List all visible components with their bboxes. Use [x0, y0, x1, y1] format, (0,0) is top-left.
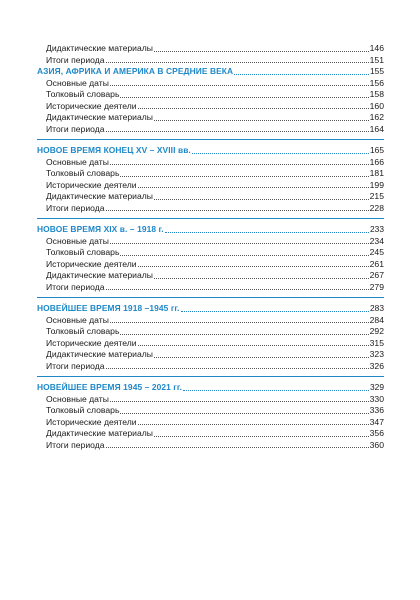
toc-entry[interactable] [37, 89, 384, 101]
section-divider [37, 376, 384, 377]
toc-entry[interactable] [37, 55, 384, 67]
section-title: НОВЕЙШЕЕ ВРЕМЯ 1945 – 2021 гг. [37, 382, 183, 392]
dot-leader [138, 423, 369, 425]
dot-leader [154, 356, 369, 358]
dot-leader [110, 321, 369, 323]
dot-leader [120, 175, 368, 177]
page-number: 279 [369, 281, 384, 292]
toc-entry[interactable] [37, 124, 384, 136]
toc-entry[interactable] [37, 394, 384, 406]
toc-entry[interactable] [37, 338, 384, 350]
dot-leader [106, 446, 369, 448]
dot-leader [110, 163, 369, 165]
entry-title: Толковый словарь [46, 326, 120, 336]
page-number: 284 [369, 314, 384, 325]
toc-section-heading[interactable] [37, 224, 384, 236]
dot-leader [106, 367, 369, 369]
entry-title: Итоги периода [46, 439, 105, 450]
page-number: 146 [369, 43, 384, 53]
page-number: 166 [369, 156, 384, 167]
page-number: 181 [369, 168, 384, 178]
dot-leader [138, 265, 369, 267]
toc-entry[interactable] [37, 236, 384, 248]
section-title: НОВОЕ ВРЕМЯ КОНЕЦ XV – XVIII вв. [37, 145, 191, 155]
table-of-contents [37, 43, 384, 451]
page-number: 233 [370, 224, 384, 234]
toc-entry[interactable] [37, 349, 384, 361]
entry-title: Итоги периода [46, 360, 105, 371]
section-divider [37, 297, 384, 298]
entry-title: Основные даты [46, 314, 109, 325]
toc-section-heading[interactable] [37, 66, 384, 78]
section-title: НОВОЕ ВРЕМЯ XIX в. – 1918 г. [37, 224, 164, 234]
dot-leader [138, 344, 369, 346]
page-number: 215 [369, 191, 384, 201]
toc-entry[interactable] [37, 428, 384, 440]
toc-entry[interactable] [37, 282, 384, 294]
entry-title: Дидактические материалы [46, 112, 153, 122]
toc-entry[interactable] [37, 191, 384, 203]
dot-leader [154, 277, 369, 279]
toc-entry[interactable] [37, 101, 384, 113]
dot-leader [154, 435, 369, 437]
page-number: 323 [369, 349, 384, 359]
toc-section-heading[interactable] [37, 145, 384, 157]
page-number: 283 [370, 303, 384, 313]
entry-title: Исторические деятели [46, 179, 137, 190]
entry-title: Исторические деятели [46, 100, 137, 111]
page-number: 160 [369, 100, 384, 111]
entry-title: Дидактические материалы [46, 191, 153, 201]
dot-leader [106, 61, 369, 63]
dot-leader [183, 389, 369, 391]
toc-entry[interactable] [37, 43, 384, 55]
dot-leader [120, 254, 368, 256]
page-number: 151 [369, 54, 384, 65]
toc-entry[interactable] [37, 270, 384, 282]
entry-title: Исторические деятели [46, 416, 137, 427]
dot-leader [181, 310, 369, 312]
section-divider [37, 139, 384, 140]
page-number: 165 [370, 145, 384, 155]
entry-title: Основные даты [46, 393, 109, 404]
toc-entry[interactable] [37, 180, 384, 192]
dot-leader [120, 412, 368, 414]
entry-title: Основные даты [46, 235, 109, 246]
entry-title: Толковый словарь [46, 168, 120, 178]
page-number: 164 [369, 123, 384, 134]
entry-title: Дидактические материалы [46, 428, 153, 438]
entry-title: Итоги периода [46, 281, 105, 292]
page-number: 315 [369, 337, 384, 348]
entry-title: Дидактические материалы [46, 349, 153, 359]
dot-leader [154, 198, 369, 200]
page-number: 245 [369, 247, 384, 257]
entry-title: Основные даты [46, 156, 109, 167]
entry-title: Дидактические материалы [46, 270, 153, 280]
dot-leader [106, 130, 369, 132]
entry-title: Исторические деятели [46, 258, 137, 269]
dot-leader [138, 186, 369, 188]
entry-title: Толковый словарь [46, 247, 120, 257]
page-number: 199 [369, 179, 384, 190]
page-number: 329 [370, 382, 384, 392]
section-divider [37, 218, 384, 219]
toc-entry[interactable] [37, 112, 384, 124]
page-number: 267 [369, 270, 384, 280]
entry-title: Основные даты [46, 77, 109, 88]
dot-leader [110, 242, 369, 244]
page-number: 292 [369, 326, 384, 336]
toc-entry[interactable] [37, 259, 384, 271]
dot-leader [106, 288, 369, 290]
toc-entry[interactable] [37, 168, 384, 180]
dot-leader [192, 152, 369, 154]
dot-leader [106, 209, 369, 211]
entry-title: Итоги периода [46, 202, 105, 213]
entry-title: Дидактические материалы [46, 43, 153, 53]
page-number: 155 [370, 66, 384, 76]
toc-entry[interactable] [37, 203, 384, 215]
toc-entry[interactable] [37, 315, 384, 327]
toc-entry[interactable] [37, 326, 384, 338]
page-number: 156 [369, 77, 384, 88]
section-title: НОВЕЙШЕЕ ВРЕМЯ 1918 –1945 гг. [37, 303, 180, 313]
dot-leader [234, 73, 369, 75]
page-number: 347 [369, 416, 384, 427]
page-number: 234 [369, 235, 384, 246]
toc-entry[interactable] [37, 361, 384, 373]
toc-section-heading[interactable] [37, 303, 384, 315]
page-number: 356 [369, 428, 384, 438]
dot-leader [165, 231, 369, 233]
entry-title: Итоги периода [46, 54, 105, 65]
entry-title: Итоги периода [46, 123, 105, 134]
page-number: 162 [369, 112, 384, 122]
entry-title: Исторические деятели [46, 337, 137, 348]
page-number: 360 [369, 439, 384, 450]
toc-entry[interactable] [37, 78, 384, 90]
page-number: 228 [369, 202, 384, 213]
dot-leader [154, 50, 369, 52]
page-number: 261 [369, 258, 384, 269]
toc-section-heading[interactable] [37, 382, 384, 394]
dot-leader [154, 119, 369, 121]
dot-leader [110, 84, 369, 86]
toc-entry[interactable] [37, 440, 384, 452]
dot-leader [120, 96, 368, 98]
dot-leader [138, 107, 369, 109]
toc-entry[interactable] [37, 157, 384, 169]
dot-leader [120, 333, 368, 335]
section-title: АЗИЯ, АФРИКА И АМЕРИКА В СРЕДНИЕ ВЕКА [37, 66, 234, 76]
page-number: 158 [369, 89, 384, 99]
toc-entry[interactable] [37, 405, 384, 417]
page-number: 326 [369, 360, 384, 371]
toc-entry[interactable] [37, 417, 384, 429]
entry-title: Толковый словарь [46, 405, 120, 415]
page-number: 336 [369, 405, 384, 415]
toc-entry[interactable] [37, 247, 384, 259]
page-number: 330 [369, 393, 384, 404]
dot-leader [110, 400, 369, 402]
entry-title: Толковый словарь [46, 89, 120, 99]
